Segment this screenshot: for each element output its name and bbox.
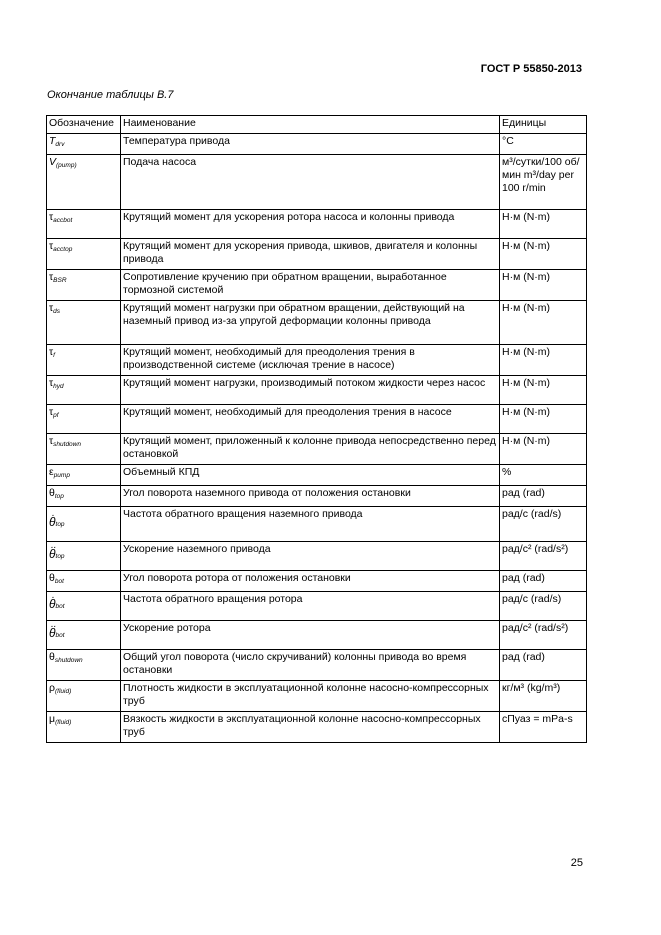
name-cell: Сопротивление кручению при обратном вращении, выработанное тормозной системой <box>121 270 500 301</box>
unit-cell: Н·м (N·m) <box>500 405 587 434</box>
table-row <box>47 571 587 592</box>
symbol-cell: $\tau_{shutdown}$ <box>47 434 121 465</box>
symbol-cell: $\varepsilon_{pump}$ <box>47 465 121 486</box>
table-row <box>47 542 587 571</box>
table-row <box>47 434 587 465</box>
symbol-cell: $\theta_{bot}$ <box>47 571 121 592</box>
symbol-cell: .. θtop <box>47 542 121 571</box>
unit-cell: рад (rad) <box>500 486 587 507</box>
unit-cell: Н·м (N·m) <box>500 376 587 405</box>
symbols-table <box>46 115 587 743</box>
table-row <box>47 507 587 542</box>
unit-cell: рад/с (rad/s) <box>500 592 587 621</box>
symbol-cell: $\theta_{top}$ <box>47 486 121 507</box>
unit-cell: Н·м (N·m) <box>500 210 587 239</box>
unit-cell: Н·м (N·m) <box>500 434 587 465</box>
column-header-symbol: Обозначение <box>47 116 121 134</box>
name-cell: Частота обратного вращения наземного привода <box>121 507 500 542</box>
name-cell: Крутящий момент для ускорения привода, шкивов, двигателя и колонны привода <box>121 239 500 270</box>
table-row <box>47 270 587 301</box>
unit-cell: рад (rad) <box>500 650 587 681</box>
name-cell: Угол поворота наземного привода от положения остановки <box>121 486 500 507</box>
name-cell: Ускорение ротора <box>121 621 500 650</box>
table-row <box>47 712 587 743</box>
table-row <box>47 345 587 376</box>
table-row <box>47 239 587 270</box>
unit-cell: Н·м (N·m) <box>500 239 587 270</box>
name-cell: Крутящий момент для ускорения ротора насоса и колонны привода <box>121 210 500 239</box>
name-cell: Температура привода <box>121 134 500 155</box>
name-cell: Крутящий момент нагрузки, производимый потоком жидкости через насос <box>121 376 500 405</box>
unit-cell: сПуаз = mPa-s <box>500 712 587 743</box>
unit-cell: рад (rad) <box>500 571 587 592</box>
symbol-cell: .. θbot <box>47 621 121 650</box>
unit-cell: рад/с (rad/s) <box>500 507 587 542</box>
table-row <box>47 486 587 507</box>
column-header-name: Наименование <box>121 116 500 134</box>
page-number: 25 <box>570 857 583 869</box>
name-cell: Крутящий момент, необходимый для преодоления трения в насосе <box>121 405 500 434</box>
table-row <box>47 376 587 405</box>
symbol-cell: $\tau_f$ <box>47 345 121 376</box>
symbol-cell: . θbot <box>47 592 121 621</box>
unit-cell: Н·м (N·m) <box>500 345 587 376</box>
unit-cell: м³/сутки/100 об/мин m³/day per 100 r/min <box>500 155 587 210</box>
table-row <box>47 650 587 681</box>
symbol-cell: $\tau_{accbot}$ <box>47 210 121 239</box>
table-row <box>47 210 587 239</box>
name-cell: Объемный КПД <box>121 465 500 486</box>
table-header-row <box>47 116 587 134</box>
symbol-cell: $\tau_{BSR}$ <box>47 270 121 301</box>
name-cell: Ускорение наземного привода <box>121 542 500 571</box>
table-row <box>47 405 587 434</box>
table-row <box>47 621 587 650</box>
table-row <box>47 681 587 712</box>
name-cell: Подача насоса <box>121 155 500 210</box>
symbol-cell: $V_{(pump)}$ <box>47 155 121 210</box>
table-row <box>47 301 587 345</box>
table-row <box>47 465 587 486</box>
table-row <box>47 592 587 621</box>
symbol-cell: . θtop <box>47 507 121 542</box>
table-caption: Окончание таблицы В.7 <box>47 89 174 101</box>
table-row <box>47 134 587 155</box>
name-cell: Частота обратного вращения ротора <box>121 592 500 621</box>
symbol-cell: $\tau_{pf}$ <box>47 405 121 434</box>
unit-cell: Н·м (N·m) <box>500 301 587 345</box>
unit-cell: Н·м (N·m) <box>500 270 587 301</box>
unit-cell: рад/с² (rad/s²) <box>500 542 587 571</box>
symbol-cell: $\tau_{acctop}$ <box>47 239 121 270</box>
unit-cell: % <box>500 465 587 486</box>
table-row <box>47 155 587 210</box>
document-code: ГОСТ Р 55850-2013 <box>480 63 582 75</box>
unit-cell: кг/м³ (kg/m³) <box>500 681 587 712</box>
name-cell: Плотность жидкости в эксплуатационной колонне насосно-компрессорных труб <box>121 681 500 712</box>
column-header-unit: Единицы <box>500 116 587 134</box>
name-cell: Крутящий момент, приложенный к колонне привода непосредственно перед остановкой <box>121 434 500 465</box>
symbol-cell: $\theta_{shutdown}$ <box>47 650 121 681</box>
symbol-cell: $T_{drv}$ <box>47 134 121 155</box>
unit-cell: рад/с² (rad/s²) <box>500 621 587 650</box>
name-cell: Крутящий момент нагрузки при обратном вращении, действующий на наземный привод из-за упругой деформации колонны привода <box>121 301 500 345</box>
symbol-cell: $\tau_{hyd}$ <box>47 376 121 405</box>
name-cell: Угол поворота ротора от положения остановки <box>121 571 500 592</box>
name-cell: Крутящий момент, необходимый для преодоления трения в производственной системе (исключая трение в насосе) <box>121 345 500 376</box>
name-cell: Общий угол поворота (число скручиваний) колонны привода во время остановки <box>121 650 500 681</box>
name-cell: Вязкость жидкости в эксплуатационной колонне насосно-компрессорных труб <box>121 712 500 743</box>
symbol-cell: $\tau_{ds}$ <box>47 301 121 345</box>
unit-cell: °C <box>500 134 587 155</box>
symbol-cell: $\rho_{(fluid)}$ <box>47 681 121 712</box>
symbol-cell: $\mu_{(fluid)}$ <box>47 712 121 743</box>
